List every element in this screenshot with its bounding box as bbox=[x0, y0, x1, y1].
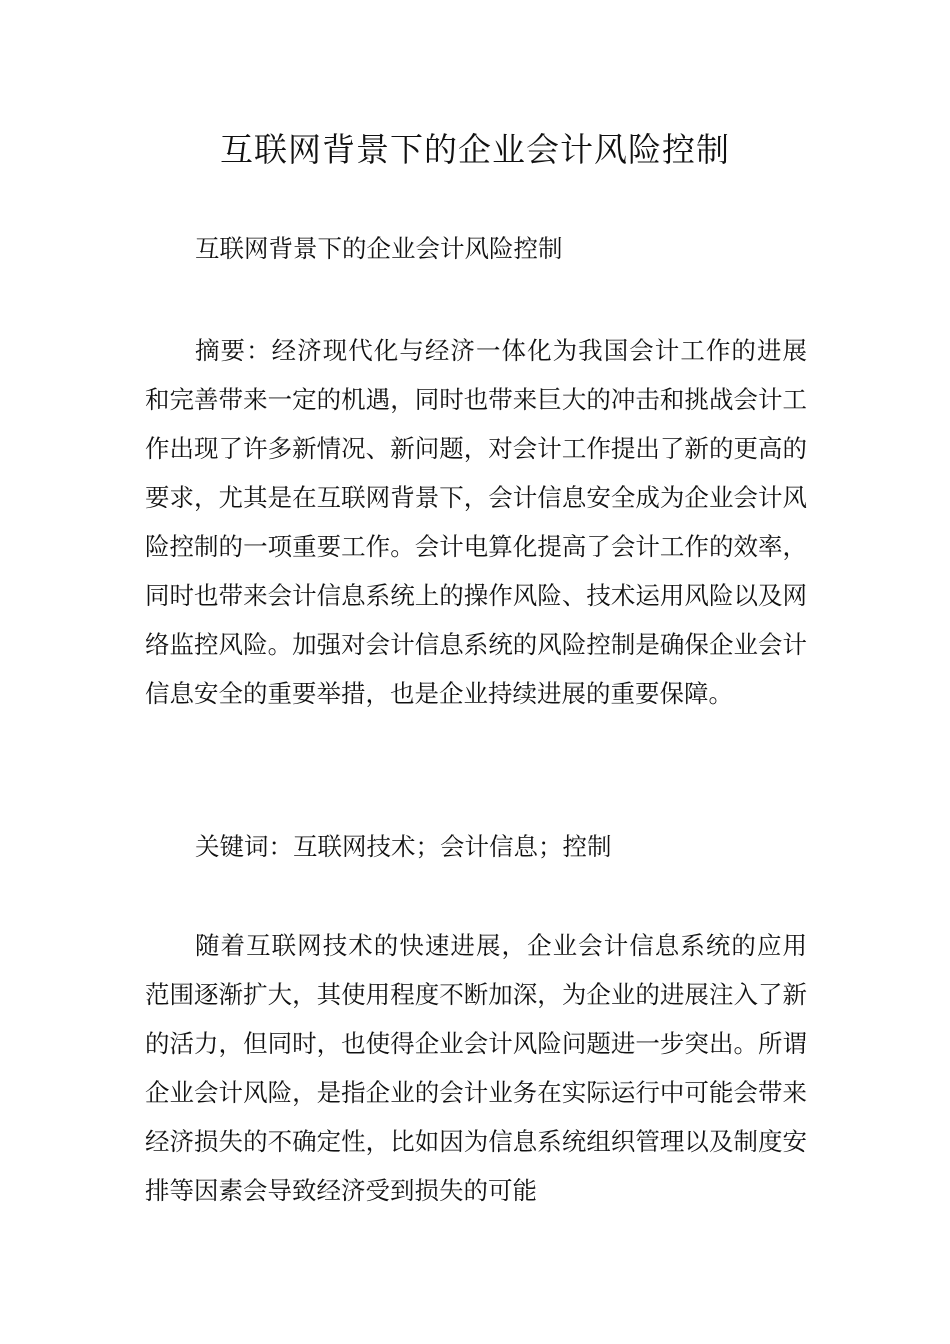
document-subtitle: 互联网背景下的企业会计风险控制 bbox=[195, 234, 563, 263]
abstract-paragraph: 摘要：经济现代化与经济一体化为我国会计工作的进展和完善带来一定的机遇，同时也带来巨大的冲击和挑战会计工作出现了许多新情况、新问题，对会计工作提出了新的更高的要求，尤其是在互联网背景下，会计信息安全成为企业会计风险控制的一项重要工作。会计电算化提高了会计工作的效率，同时也带来会计信息系统上的操作风险、技术运用风险以及网络监控风险。加强对会计信息系统的风险控制是确保企业会计信息安全的重要举措，也是企业持续进展的重要保障。 bbox=[145, 336, 807, 708]
keywords-line: 关键词：互联网技术；会计信息；控制 bbox=[195, 832, 612, 861]
body-paragraph: 随着互联网技术的快速进展，企业会计信息系统的应用范围逐渐扩大，其使用程度不断加深，为企业的进展注入了新的活力，但同时，也使得企业会计风险问题进一步突出。所谓企业会计风险，是指企业的会计业务在实际运行中可能会带来经济损失的不确定性，比如因为信息系统组织管理以及制度安排等因素会导致经济受到损失的可能 bbox=[145, 931, 807, 1205]
document-title: 互联网背景下的企业会计风险控制 bbox=[220, 130, 730, 169]
